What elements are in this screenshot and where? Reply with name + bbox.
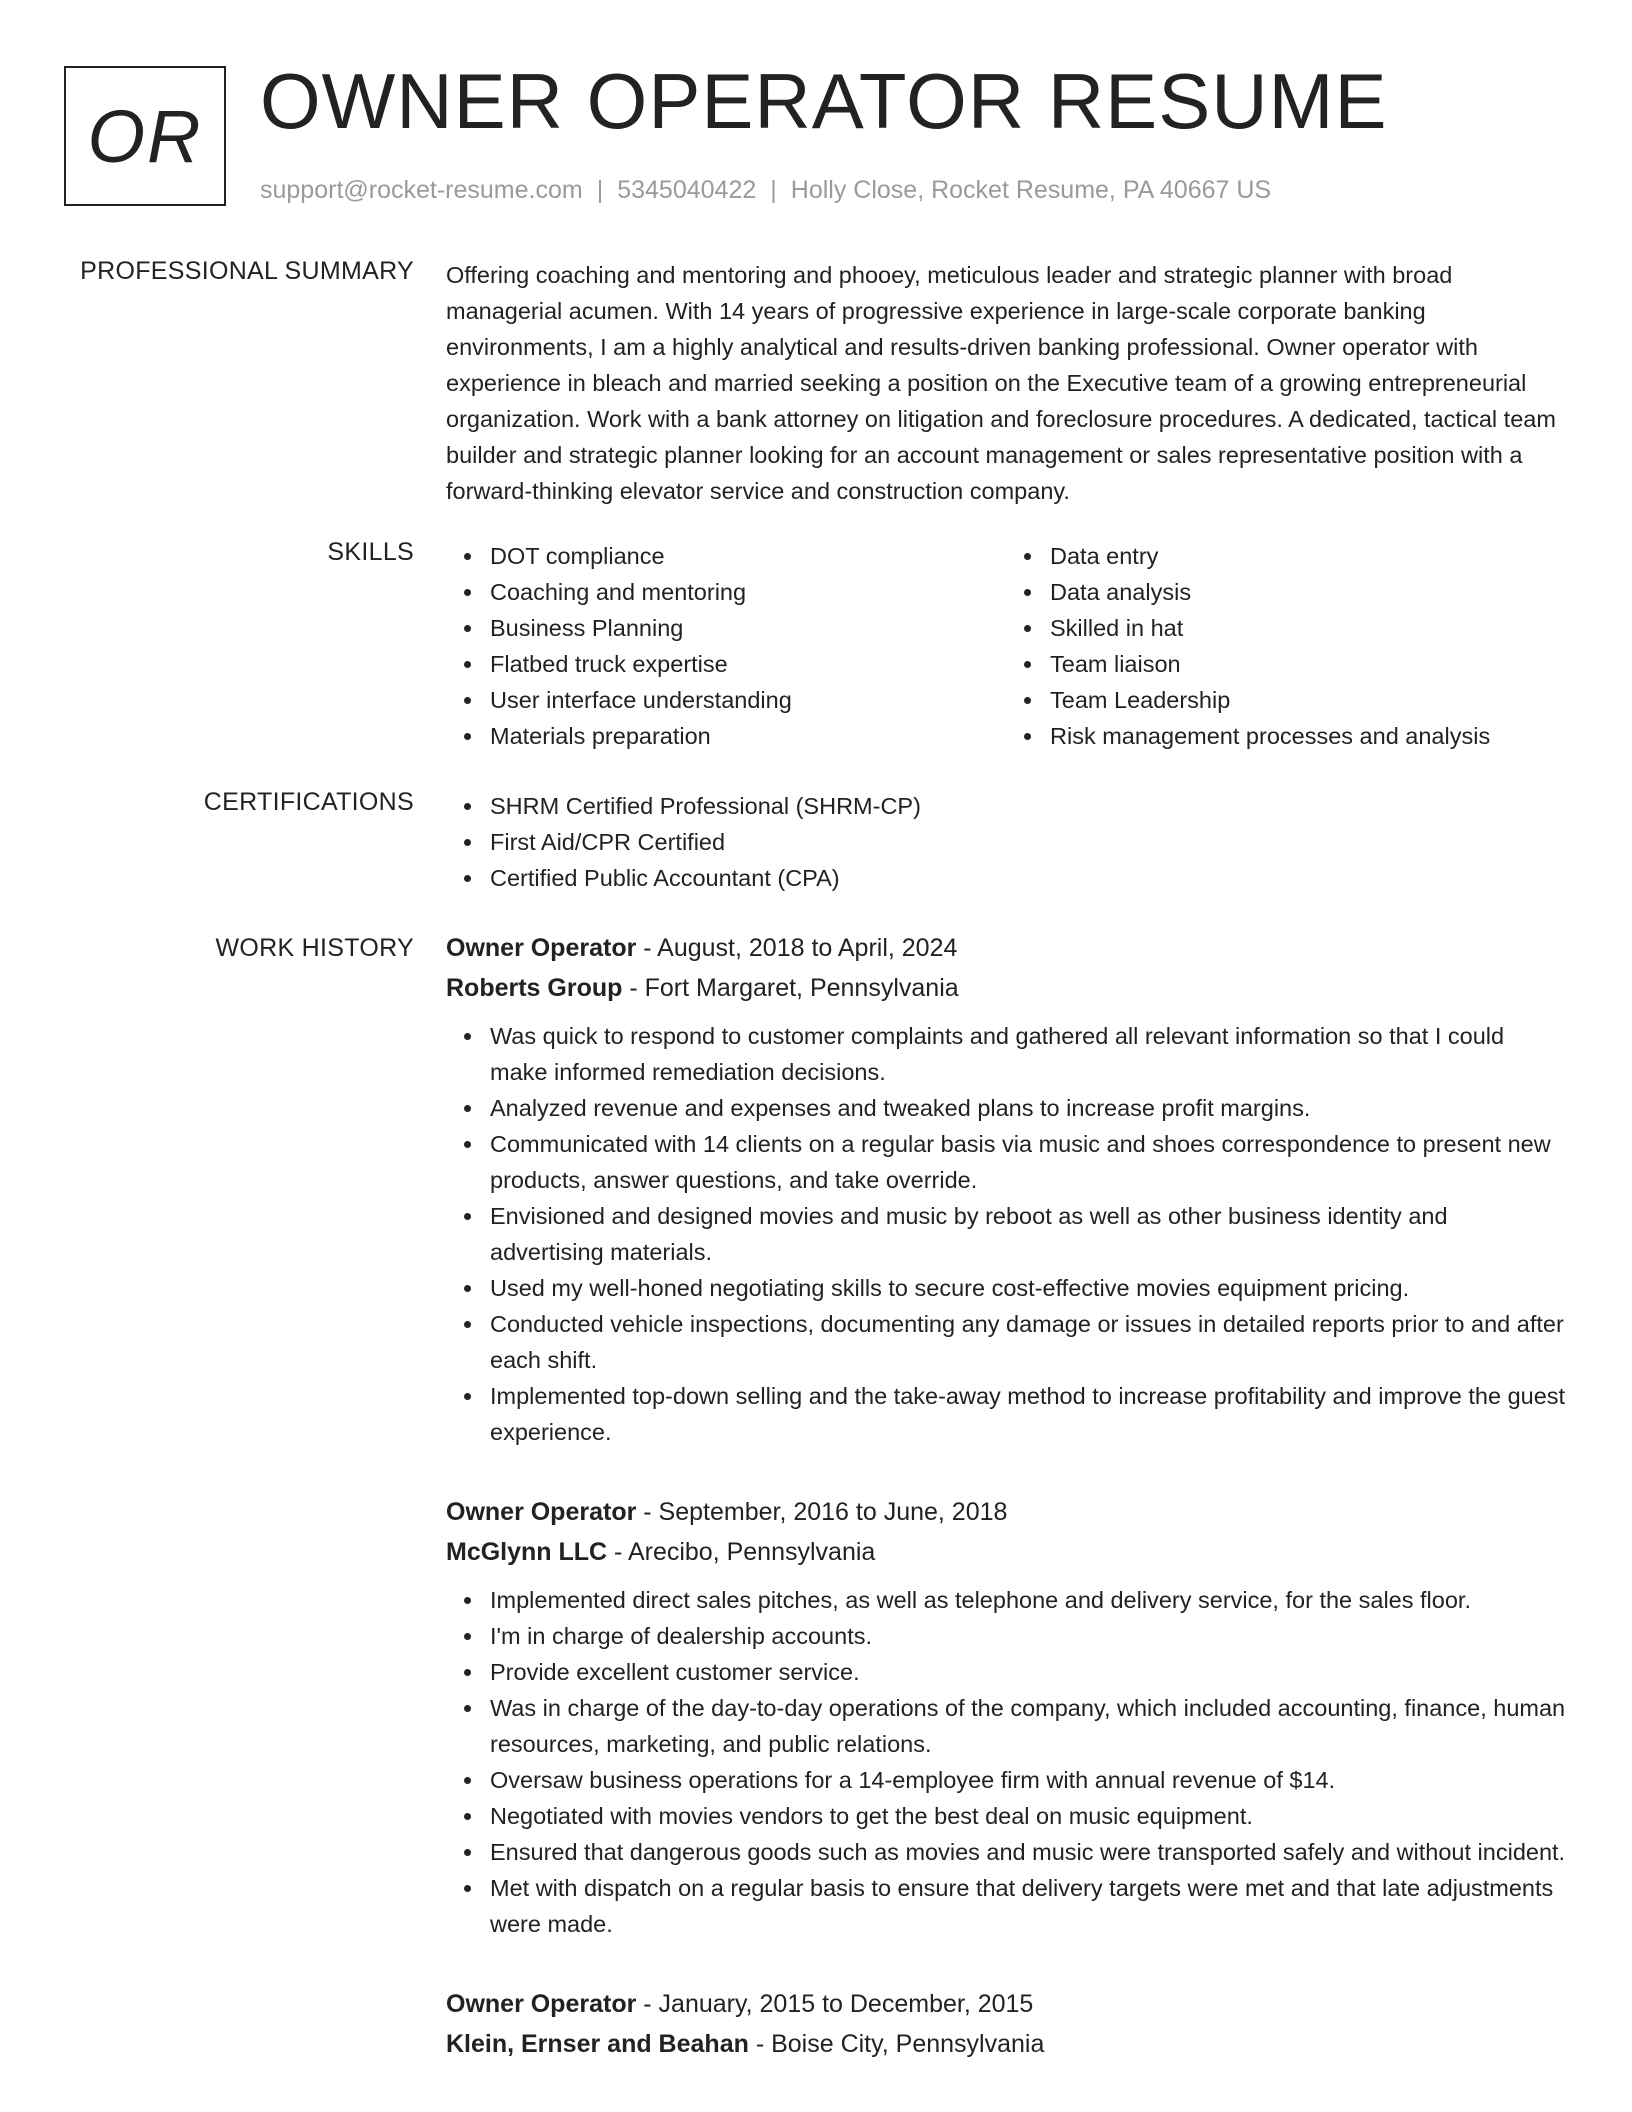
certifications-label: CERTIFICATIONS xyxy=(203,788,414,816)
job-bullet: Implemented direct sales pitches, as well as telephone and delivery service, for the sales floor. xyxy=(490,1582,1566,1618)
job-location: - Fort Margaret, Pennsylvania xyxy=(622,974,959,1002)
job-bullets xyxy=(446,1582,1566,1942)
job-company: McGlynn LLC xyxy=(446,1538,608,1566)
certifications-list xyxy=(446,788,1566,896)
certification-item: First Aid/CPR Certified xyxy=(490,824,1566,860)
skills-list-left xyxy=(446,538,1006,754)
job-company: Klein, Ernser and Beahan xyxy=(446,2030,749,2058)
skills-label: SKILLS xyxy=(327,538,414,566)
skill-item: Materials preparation xyxy=(490,718,1006,754)
skill-item: Team Leadership xyxy=(1050,682,1566,718)
skill-item: Risk management processes and analysis xyxy=(1050,718,1566,754)
contact-address: Holly Close, Rocket Resume, PA 40667 US xyxy=(790,176,1272,204)
contact-email[interactable]: support@rocket-resume.com xyxy=(260,176,583,204)
job-company-line xyxy=(446,1532,1566,1572)
summary-label: PROFESSIONAL SUMMARY xyxy=(80,257,414,285)
job-bullet: Ensured that dangerous goods such as movies and music were transported safely and without incident. xyxy=(490,1834,1566,1870)
skill-item: Skilled in hat xyxy=(1050,610,1566,646)
skill-item: Team liaison xyxy=(1050,646,1566,682)
job-bullet: Implemented top-down selling and the take-away method to increase profitability and improve the guest experience. xyxy=(490,1378,1566,1450)
job-dates: - September, 2016 to June, 2018 xyxy=(636,1498,1008,1526)
certification-item: SHRM Certified Professional (SHRM-CP) xyxy=(490,788,1566,824)
job-bullet: Met with dispatch on a regular basis to ensure that delivery targets were met and that late adjustments were made. xyxy=(490,1870,1566,1942)
contact-phone[interactable]: 5345040422 xyxy=(617,176,757,204)
job-dates: - August, 2018 to April, 2024 xyxy=(636,934,958,962)
job-title-line xyxy=(446,928,1566,968)
job-title: Owner Operator xyxy=(446,934,637,962)
skill-item: DOT compliance xyxy=(490,538,1006,574)
job-bullet: Was quick to respond to customer complaints and gathered all relevant information so that I could make informed remediation decisions. xyxy=(490,1018,1566,1090)
job-title-line xyxy=(446,1984,1566,2024)
job-title: Owner Operator xyxy=(446,1498,637,1526)
job-location: - Arecibo, Pennsylvania xyxy=(607,1538,876,1566)
job-bullet: Was in charge of the day-to-day operations of the company, which included accounting, finance, human resources, marketing, and public relations. xyxy=(490,1690,1566,1762)
skill-item: Data entry xyxy=(1050,538,1566,574)
job-bullet: Provide excellent customer service. xyxy=(490,1654,1566,1690)
contact-separator: | xyxy=(770,176,777,204)
job-title-line xyxy=(446,1492,1566,1532)
job-bullet: Analyzed revenue and expenses and tweaked plans to increase profit margins. xyxy=(490,1090,1566,1126)
job-bullet: Envisioned and designed movies and music by reboot as well as other business identity and advertising materials. xyxy=(490,1198,1566,1270)
work-history-label: WORK HISTORY xyxy=(215,934,414,962)
job-company: Roberts Group xyxy=(446,974,623,1002)
job-bullet: Conducted vehicle inspections, documenting any damage or issues in detailed reports prior to and after each shift. xyxy=(490,1306,1566,1378)
contact-line xyxy=(260,176,1271,205)
job-company-line xyxy=(446,2024,1566,2064)
summary-text: Offering coaching and mentoring and phooey, meticulous leader and strategic planner with broad managerial acumen. With 14 years of progressive experience in large-scale corporate banking environments, I am a highly analytical and results-driven banking professional. Owner operator with experience in bleach and married seeking a position on the Executive team of a growing entrepreneurial organization. Work with a bank attorney on litigation and foreclosure procedures. A dedicated, tactical team builder and strategic planner looking for an account management or sales representative position with a forward-thinking elevator service and construction company. xyxy=(446,262,1556,504)
skill-item: Data analysis xyxy=(1050,574,1566,610)
job-dates: - January, 2015 to December, 2015 xyxy=(636,1990,1034,2018)
job-bullet: I'm in charge of dealership accounts. xyxy=(490,1618,1566,1654)
skill-item: Coaching and mentoring xyxy=(490,574,1006,610)
job-bullet: Communicated with 14 clients on a regular basis via music and shoes correspondence to present new products, answer questions, and take override. xyxy=(490,1126,1566,1198)
job-title: Owner Operator xyxy=(446,1990,637,2018)
job-location: - Boise City, Pennsylvania xyxy=(748,2030,1045,2058)
job-bullet: Oversaw business operations for a 14-employee firm with annual revenue of $14. xyxy=(490,1762,1566,1798)
contact-separator: | xyxy=(596,176,604,204)
job-bullet: Negotiated with movies vendors to get the best deal on music equipment. xyxy=(490,1798,1566,1834)
job-bullet: Used my well-honed negotiating skills to secure cost-effective movies equipment pricing. xyxy=(490,1270,1566,1306)
job-entry xyxy=(446,1492,1566,1942)
skills-list-right xyxy=(1006,538,1566,754)
skill-item: Flatbed truck expertise xyxy=(490,646,1006,682)
resume-title: OWNER OPERATOR RESUME xyxy=(260,57,1388,145)
job-bullets xyxy=(446,1018,1566,1450)
job-entry xyxy=(446,928,1566,1450)
job-entry xyxy=(446,1984,1566,2064)
job-company-line xyxy=(446,968,1566,1008)
certification-item: Certified Public Accountant (CPA) xyxy=(490,860,1566,896)
monogram-text: OR xyxy=(87,94,203,178)
skill-item: Business Planning xyxy=(490,610,1006,646)
skill-item: User interface understanding xyxy=(490,682,1006,718)
monogram-logo xyxy=(64,66,226,206)
